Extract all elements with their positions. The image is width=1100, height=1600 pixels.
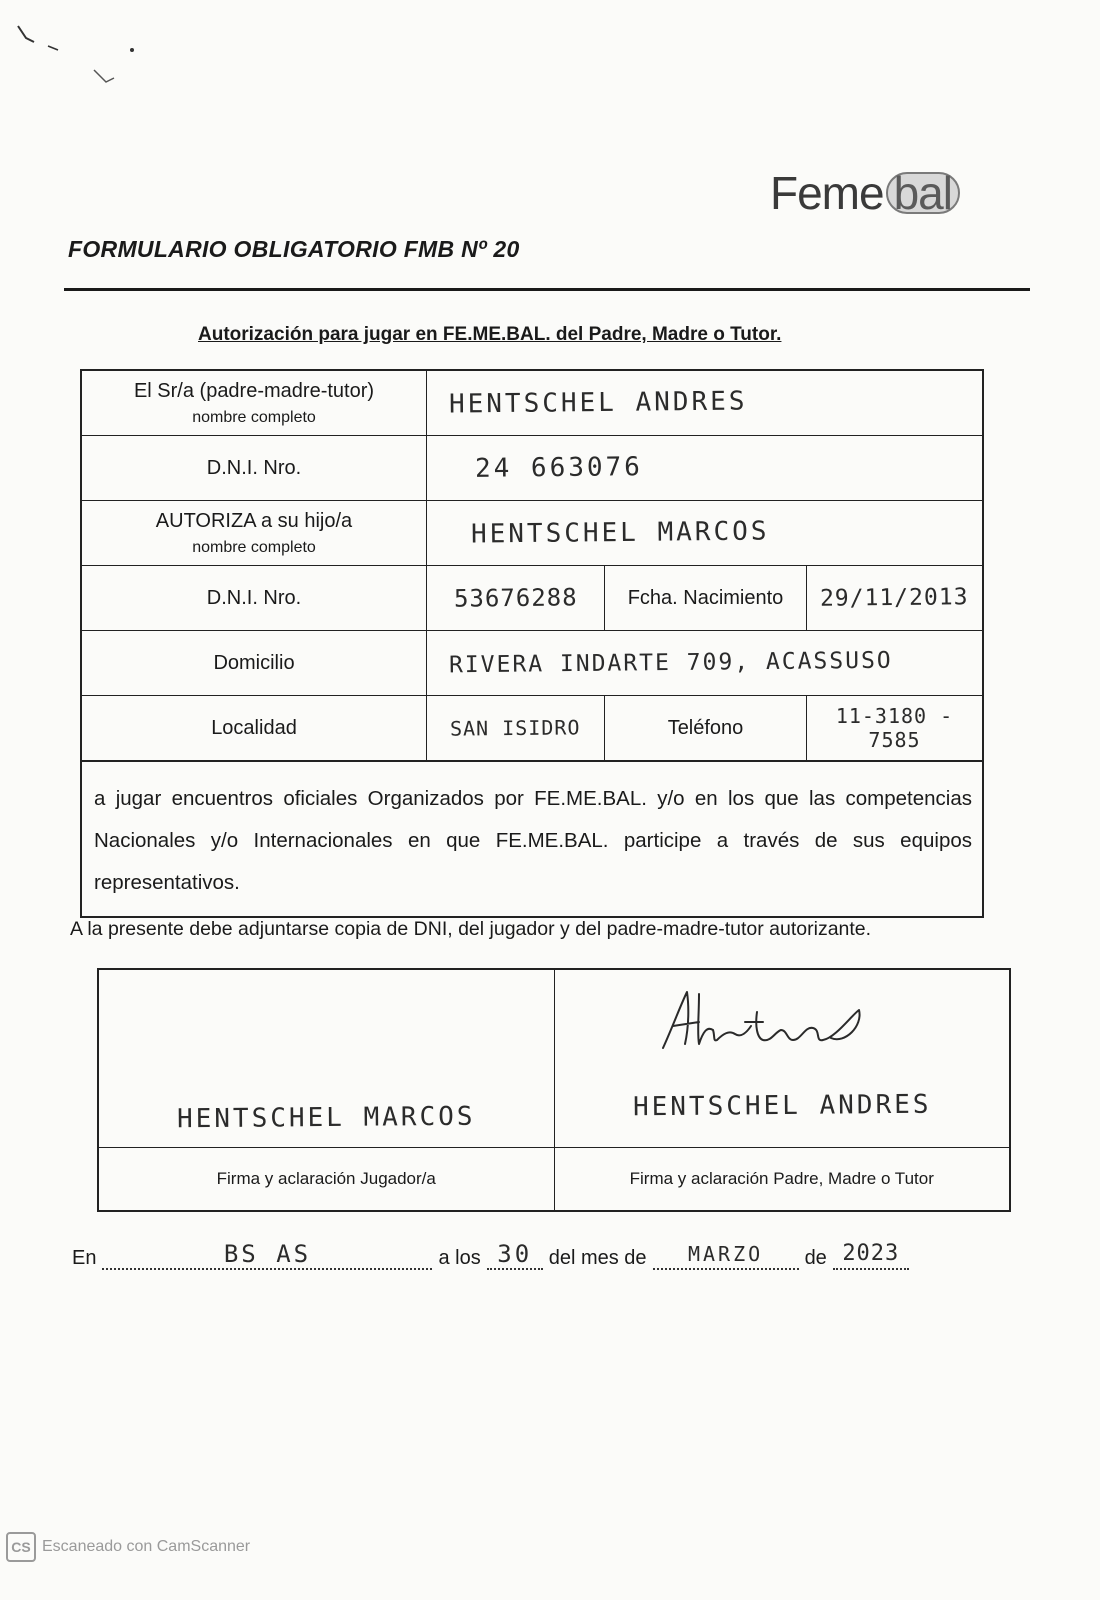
authorizes-label: AUTORIZA a su hijo/a (155, 509, 353, 532)
parent-dni-label: D.N.I. Nro. (206, 456, 302, 479)
parent-label: El Sr/a (padre-madre-tutor) (133, 379, 375, 402)
camscanner-watermark (6, 1532, 250, 1562)
address-label: Domicilio (213, 651, 295, 674)
child-dni-label: D.N.I. Nro. (206, 586, 302, 609)
locality-cell (427, 696, 605, 760)
scan-artifact-mark (14, 20, 144, 90)
date-place-line (72, 1240, 915, 1270)
phone-label: Teléfono (667, 716, 744, 739)
parent-handwritten-signature (655, 986, 875, 1056)
child-name-cell (427, 501, 982, 565)
form-title: FORMULARIO OBLIGATORIO FMB Nº 20 (68, 236, 520, 262)
child-name-row (82, 501, 982, 566)
parent-dni-value: 24 663076 (474, 452, 644, 484)
child-name-value: HENTSCHEL MARCOS (470, 516, 770, 550)
parent-signature-column (555, 970, 1010, 1210)
title-divider (64, 288, 1030, 291)
locality-value: SAN ISIDRO (450, 715, 581, 741)
child-dni-row (82, 566, 982, 631)
authorization-paragraph: a jugar encuentros oficiales Organizados por FE.ME.BAL. y/o en los que las competencias Nacionales y/o Internacionales en que FE.ME.BAL. participe a través de sus equipos representativos. (82, 761, 982, 916)
watermark-text: Escaneado con CamScanner (42, 1538, 251, 1555)
birth-date-value: 29/11/2013 (820, 584, 969, 612)
child-dni-cell (427, 566, 605, 630)
a-los-label: a los (438, 1247, 481, 1269)
logo-text: Feme (770, 167, 884, 219)
birth-label-cell (605, 566, 807, 630)
child-dni-label-cell (82, 566, 427, 630)
phone-value-line2: 7585 (868, 728, 921, 752)
parent-dni-row (82, 436, 982, 501)
month-value: MARZO (653, 1240, 799, 1270)
signature-table (97, 968, 1011, 1212)
address-row (82, 631, 982, 696)
child-dni-value: 53676288 (453, 583, 578, 613)
authorization-table (80, 369, 984, 918)
birth-label: Fcha. Nacimiento (627, 586, 784, 609)
logo-ball-text: bal (886, 172, 960, 214)
en-label: En (72, 1247, 97, 1269)
parent-signature-name: HENTSCHEL ANDRES (632, 1089, 932, 1123)
parent-sublabel: nombre completo (192, 408, 316, 426)
phone-cell (807, 696, 982, 760)
parent-dni-cell (427, 436, 982, 500)
day-value: 30 (487, 1240, 543, 1270)
child-sublabel: nombre completo (192, 538, 316, 556)
attachment-note: A la presente debe adjuntarse copia de DNI, del jugador y del padre-madre-tutor autorizante. (70, 918, 872, 940)
locality-row (82, 696, 982, 761)
parent-label-cell (82, 371, 427, 435)
player-signature-area (99, 970, 554, 1148)
address-cell (427, 631, 982, 695)
player-signature-name: HENTSCHEL MARCOS (176, 1101, 476, 1135)
parent-dni-label-cell (82, 436, 427, 500)
form-subtitle: Autorización para jugar en FE.ME.BAL. del Padre, Madre o Tutor. (198, 324, 782, 345)
year-value: 2023 (833, 1240, 909, 1270)
address-value: RIVERA INDARTE 709, ACASSUSO (448, 647, 893, 679)
parent-signature-caption: Firma y aclaración Padre, Madre o Tutor (629, 1169, 934, 1188)
de-label: de (804, 1247, 827, 1269)
locality-label: Localidad (211, 716, 297, 739)
mes-label: del mes de (548, 1247, 647, 1269)
parent-name-row (82, 371, 982, 436)
player-signature-column (99, 970, 555, 1210)
player-signature-caption: Firma y aclaración Jugador/a (216, 1169, 436, 1188)
parent-name-value: HENTSCHEL ANDRES (448, 386, 748, 420)
parent-signature-area (555, 970, 1010, 1148)
camscanner-logo-icon: CS (6, 1532, 36, 1562)
phone-label-cell (605, 696, 807, 760)
phone-value-line1: 11-3180 - (835, 704, 954, 728)
femebal-logo (770, 166, 960, 220)
parent-name-cell (427, 371, 982, 435)
birth-date-cell (807, 566, 982, 630)
locality-label-cell (82, 696, 427, 760)
address-label-cell (82, 631, 427, 695)
authorizes-label-cell (82, 501, 427, 565)
place-value: BS AS (102, 1240, 432, 1270)
